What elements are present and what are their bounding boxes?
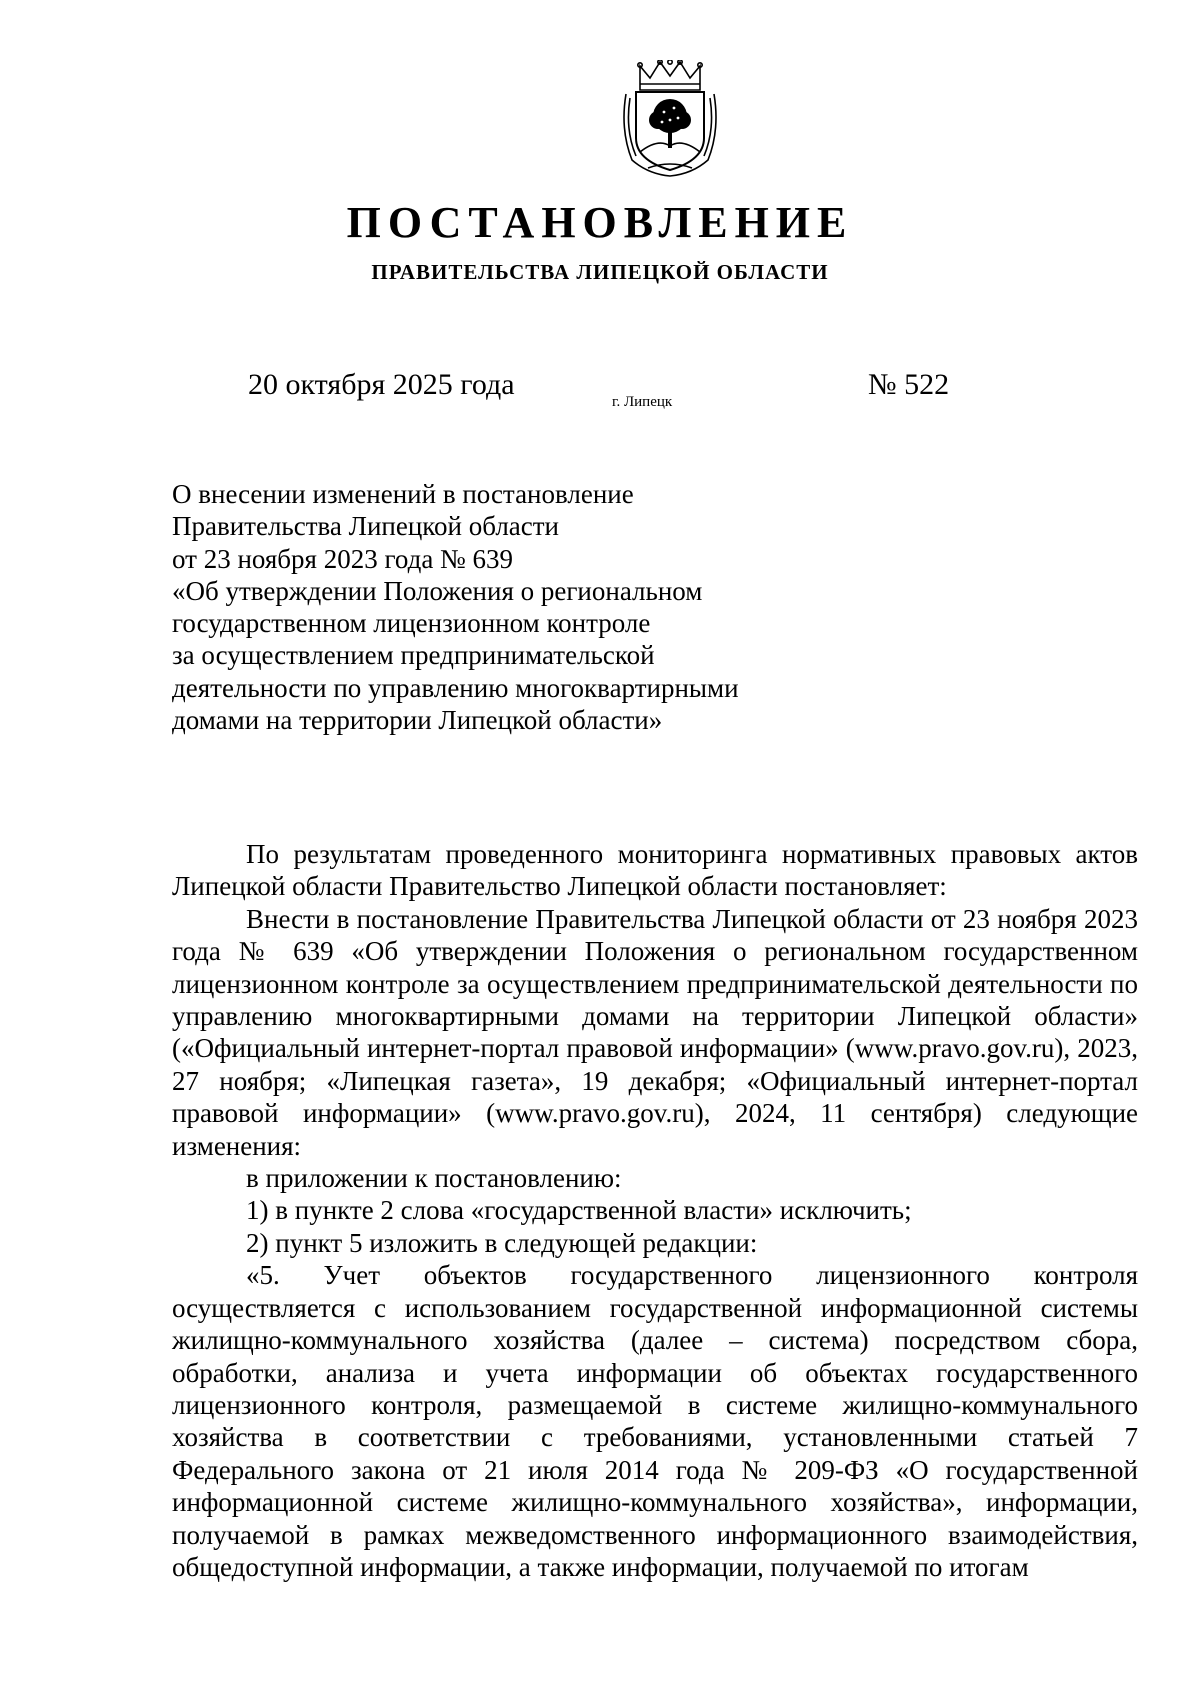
document-number: № 522 [868, 368, 950, 401]
heading-line: государственном лицензионном контроле [172, 608, 651, 639]
document-type-title: ПОСТАНОВЛЕНИЕ [346, 198, 854, 247]
document-date: 20 октября 2025 года [248, 368, 515, 401]
document-heading [172, 478, 812, 736]
issuing-authority: ПРАВИТЕЛЬСТВА ЛИПЕЦКОЙ ОБЛАСТИ [371, 260, 829, 284]
heading-line: Правительства Липецкой области [172, 511, 560, 542]
body-paragraph: в приложении к постановлению: [246, 1163, 622, 1194]
heading-line: деятельности по управлению многоквартирными [172, 672, 739, 703]
document-city: г. Липецк [612, 394, 673, 410]
lipetsk-coat-of-arms-icon [618, 60, 722, 178]
heading-line: домами на территории Липецкой области» [172, 705, 663, 736]
body-paragraph: Внести в постановление Правительства Липецкой области от 23 ноября 2023 года № 639 «Об утверждении Положения о региональном государственном лицензионном контроле за осуществлением предпринимательской деятельности по управлению многоквартирными домами на территории Липецкой области» («Официальный интернет-портал правовой информации» (www.pravo.gov.ru), 2023, 27 ноября; «Липецкая газета», 19 декабря; «Официальный интернет-портал правовой информации» (www.pravo.gov.ru), 2024, 11 сентября) следующие изменения: [172, 903, 1138, 1161]
body-paragraph: 2) пункт 5 изложить в следующей редакции: [246, 1227, 758, 1258]
heading-line: «Об утверждении Положения о региональном [172, 575, 703, 606]
heading-line: О внесении изменений в постановление [172, 479, 634, 509]
body-paragraph: 1) в пункте 2 слова «государственной власти» исключить; [246, 1195, 912, 1226]
document-body [172, 838, 1138, 1583]
heading-line: за осуществлением предпринимательской [172, 640, 655, 671]
body-paragraph: «5. Учет объектов государственного лицензионного контроля осуществляется с использованием государственной информационной системы жилищно-коммунального хозяйства (далее – система) посредством сбора, обработки, анализа и учета информации об объектах государственного лицензионного контроля, размещаемой в системе жилищно-коммунального хозяйства в соответствии с требованиями, установленными статьей 7 Федерального закона от 21 июля 2014 года № 209-ФЗ «О государственной информационной системе жилищно-коммунального хозяйства», информации, получаемой в рамках межведомственного информационного взаимодействия, общедоступной информации, а также информации, получаемой по итогам [172, 1260, 1138, 1582]
heading-line: от 23 ноября 2023 года № 639 [172, 543, 514, 574]
body-paragraph: По результатам проведенного мониторинга нормативных правовых актов Липецкой области Правительство Липецкой области постановляет: [172, 839, 1138, 902]
